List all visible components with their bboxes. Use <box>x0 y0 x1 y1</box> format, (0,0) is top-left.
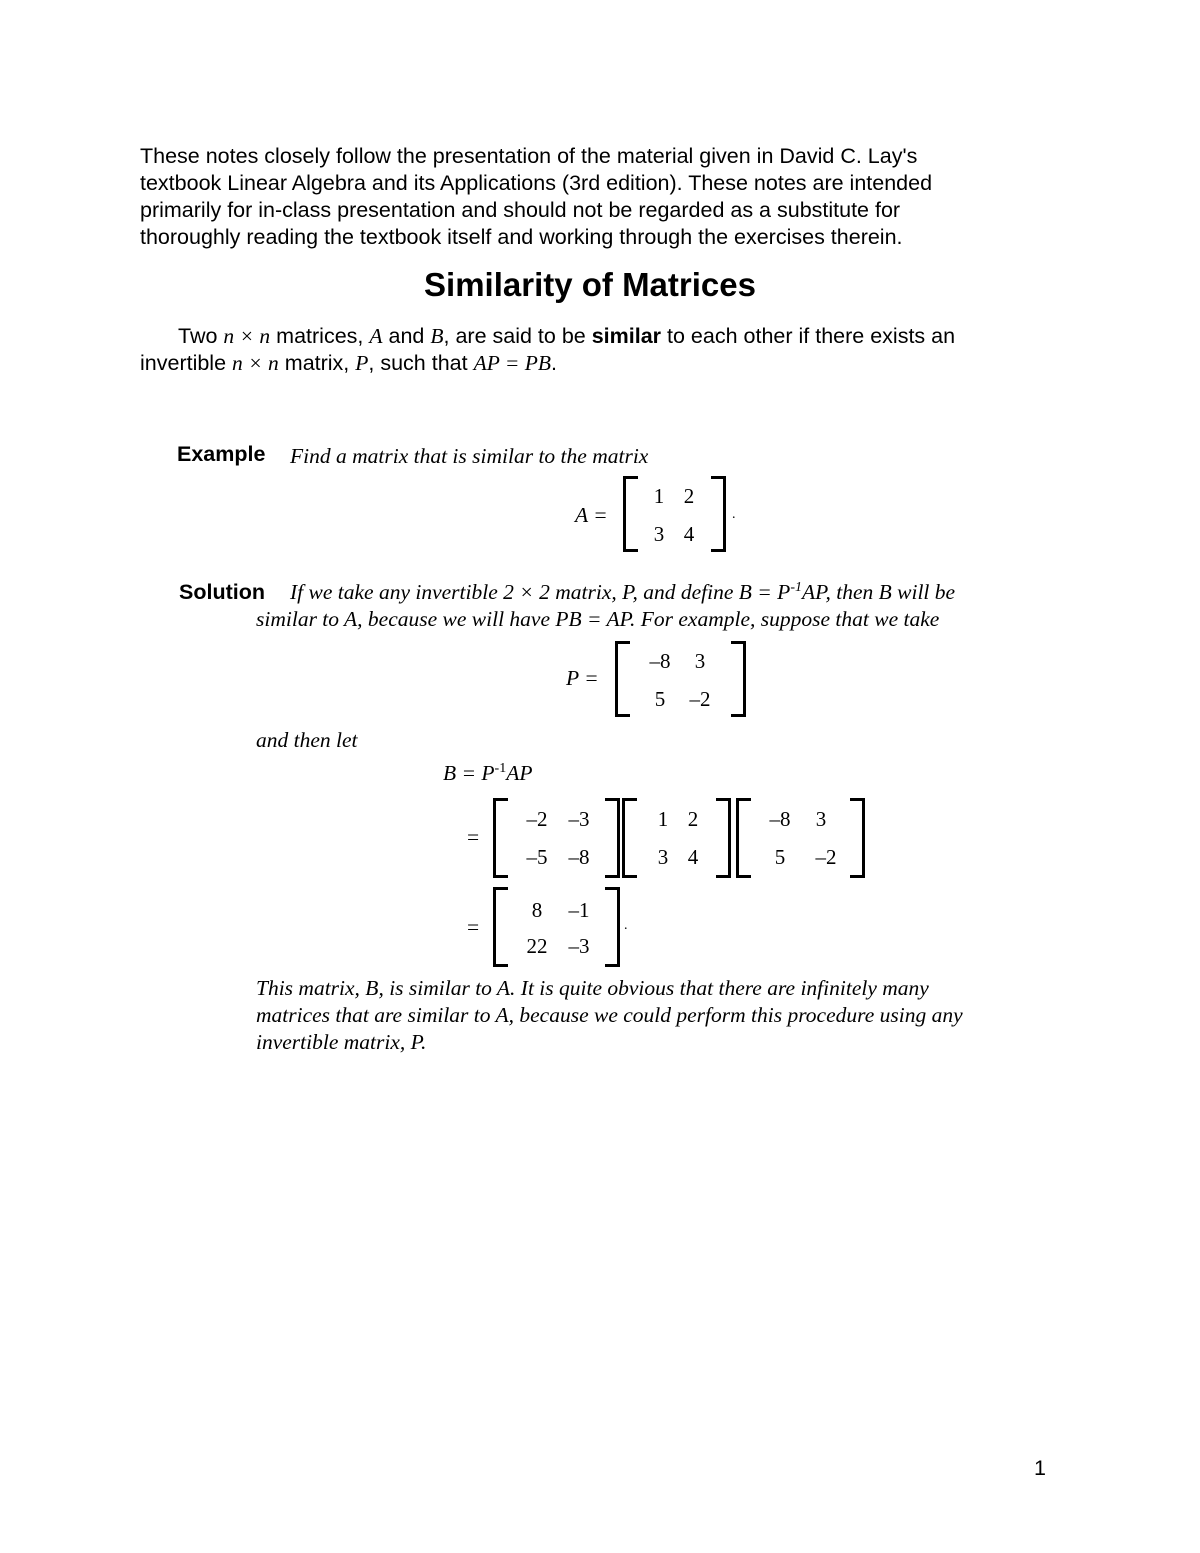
matrix-cell: –2 <box>689 687 711 711</box>
matrix-cell: 22 <box>526 934 548 958</box>
intro-line: textbook Linear Algebra and its Applications (3rd edition). These notes are intended <box>140 171 933 195</box>
matrix-cell: 1 <box>653 484 665 508</box>
matrix-cell: –2 <box>526 807 548 831</box>
matrix-cell: 5 <box>654 687 666 711</box>
matrix-cell: –5 <box>526 845 548 869</box>
matrix-cell: 3 <box>657 845 669 869</box>
definition-text: to each other if there exists an <box>667 324 956 348</box>
matrix-cell: 5 <box>774 845 786 869</box>
right-bracket <box>731 641 746 717</box>
right-bracket <box>605 887 620 967</box>
left-bracket <box>736 798 751 878</box>
left-bracket <box>622 798 637 878</box>
matrix-cell: –2 <box>815 845 837 869</box>
matrix-cell: –8 <box>649 649 671 673</box>
matrix-A <box>623 476 728 552</box>
intro-paragraph <box>140 143 1070 251</box>
page-number: 1 <box>1034 1456 1046 1480</box>
right-bracket <box>711 476 726 552</box>
left-bracket <box>623 476 638 552</box>
matrix-P-lhs: P = <box>566 666 599 690</box>
example-text: Find a matrix that is similar to the matrix <box>290 444 649 468</box>
matrix-cell: –8 <box>568 845 590 869</box>
closing-line: invertible matrix, P. <box>256 1030 427 1054</box>
definition-text: and <box>388 324 425 348</box>
matrix-B-result <box>493 887 623 967</box>
solution-label: Solution <box>179 580 265 604</box>
definition-paragraph <box>140 323 1100 377</box>
intro-line: primarily for in-class presentation and should not be regarded as a substitute for <box>140 198 901 222</box>
definition-text: invertible <box>140 351 227 375</box>
math-P: P <box>355 351 369 375</box>
matrix-cell: 2 <box>687 807 699 831</box>
matrix-cell: –8 <box>769 807 791 831</box>
and-then-let: and then let <box>256 728 358 752</box>
definition-text: , such that <box>368 351 468 375</box>
matrix-cell: –1 <box>568 898 590 922</box>
equals-sign: = <box>467 915 480 939</box>
matrix-P-product <box>736 798 866 878</box>
left-bracket <box>493 887 508 967</box>
definition-text: matrices, <box>276 324 364 348</box>
result-period: . <box>624 918 628 933</box>
matrix-A-period: . <box>732 507 736 522</box>
right-bracket <box>850 798 865 878</box>
example-label: Example <box>177 442 266 466</box>
left-bracket <box>493 798 508 878</box>
matrix-cell: –3 <box>568 807 590 831</box>
intro-line: thoroughly reading the textbook itself and working through the exercises therein. <box>140 225 903 249</box>
closing-line: matrices that are similar to A, because we could perform this procedure using any <box>256 1003 963 1027</box>
math-B: B <box>430 324 444 348</box>
math-A: A <box>369 324 383 348</box>
solution-line: similar to A, because we will have PB = AP. For example, suppose that we take <box>256 607 940 631</box>
right-bracket <box>716 798 731 878</box>
matrix-P <box>615 641 750 717</box>
right-bracket <box>605 798 620 878</box>
matrix-A-product <box>622 798 734 878</box>
term-similar: similar <box>591 324 662 348</box>
matrix-cell: 3 <box>653 522 665 546</box>
matrix-A-lhs: A = <box>575 503 608 527</box>
math-nxn: n × n <box>223 324 271 348</box>
math-nxn: n × n <box>232 351 279 375</box>
equals-sign: = <box>467 825 480 849</box>
definition-text: matrix, <box>284 351 350 375</box>
definition-text: , are said to be <box>443 324 586 348</box>
definition-text: . <box>551 351 557 375</box>
solution-line: If we take any invertible 2 × 2 matrix, P, and define $B = P^{-1}AP$, then B will be <box>290 580 956 604</box>
page-title: Similarity of Matrices <box>424 266 756 303</box>
matrix-cell: 4 <box>687 845 699 869</box>
b-definition: $B = P^{-1}AP$ <box>443 761 533 785</box>
left-bracket <box>615 641 630 717</box>
matrix-cell: 3 <box>815 807 827 831</box>
math-equation: AP = PB <box>473 351 551 375</box>
definition-text: Two <box>178 324 218 348</box>
matrix-cell: 2 <box>683 484 695 508</box>
matrix-cell: 8 <box>531 898 543 922</box>
closing-line: This matrix, B, is similar to A. It is quite obvious that there are infinitely many <box>256 976 929 1000</box>
matrix-cell: 1 <box>657 807 669 831</box>
matrix-cell: –3 <box>568 934 590 958</box>
intro-line: These notes closely follow the presentation of the material given in David C. Lay's <box>140 144 918 168</box>
matrix-cell: 3 <box>694 649 706 673</box>
matrix-P-inverse <box>493 798 623 878</box>
matrix-cell: 4 <box>683 522 695 546</box>
